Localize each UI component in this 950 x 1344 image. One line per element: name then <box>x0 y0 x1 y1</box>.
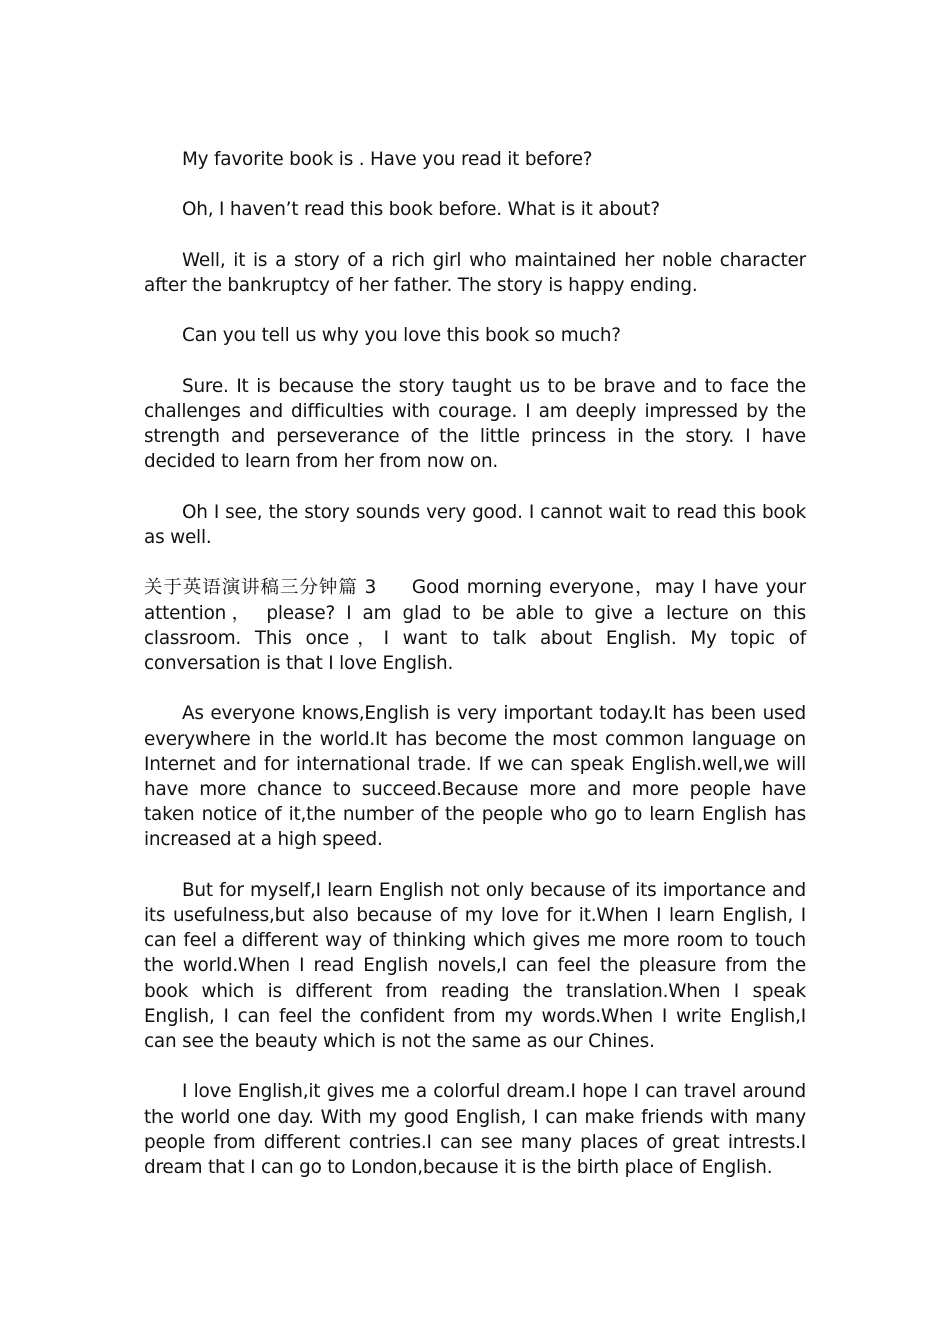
paragraph: As everyone knows,English is very important today.It has been used everywhere in the world.It has become the most common language on Internet and for international trade. If we can speak English.well,we will have more chance to succeed.Because more and more people have taken notice of it,the number of the people who go to learn English has increased at a high speed. <box>144 703 806 851</box>
section-first-paragraph: Good morning everyone，may I have your attention， please? I am glad to be able to give a lecture on this classroom. This once，I want to talk about English. My topic of conversation is that I love English. <box>144 577 807 674</box>
document-body <box>144 147 806 1205</box>
paragraph: But for myself,I learn English not only because of its importance and its usefulness,but also because of my love for it.When I learn English, I can feel a different way of thinking which gives me more room to touch the world.When I read English novels,I can feel the pleasure from the book which is different from reading the translation.When I speak English, I can feel the confident from my words.When I write English,I can see the beauty which is not the same as our Chines. <box>144 879 806 1052</box>
paragraph: Oh, I haven’t read this book before. What is it about? <box>182 199 660 221</box>
paragraph: Well, it is a story of a rich girl who maintained her noble character after the bankruptcy of her father. The story is happy ending. <box>144 249 806 296</box>
paragraph: Can you tell us why you love this book so much? <box>182 325 621 347</box>
paragraph: I love English,it gives me a colorful dream.I hope I can travel around the world one day. With my good English, I can make friends with many people from different contries.I can see many places of great intrests.I dream that I can go to London,because it is the birth place of English. <box>144 1081 806 1178</box>
paragraph: Sure. It is because the story taught us to be brave and to face the challenges and difficulties with courage. I am deeply impressed by the strength and perseverance of the little princess in the story. I have decided to learn from her from now on. <box>144 375 806 473</box>
paragraph: Oh I see, the story sounds very good. I cannot wait to read this book as well. <box>144 501 806 548</box>
paragraph: My favorite book is . Have you read it before? <box>182 149 593 170</box>
section-paragraph <box>144 575 806 676</box>
section-heading: 关于英语演讲稿三分钟篇 3 <box>144 577 376 599</box>
